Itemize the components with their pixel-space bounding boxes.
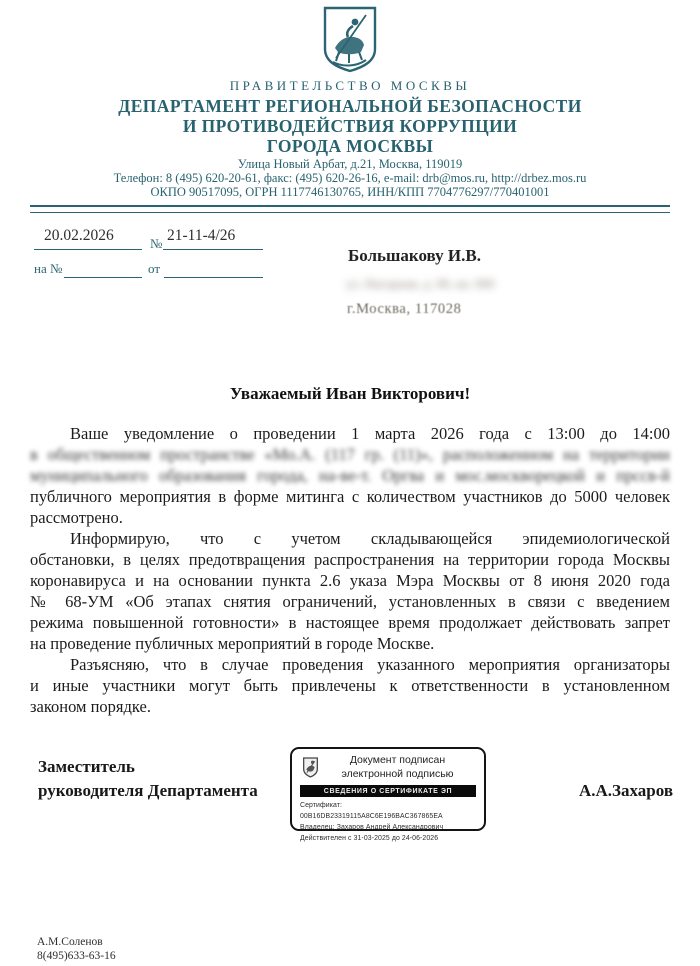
department-line3: ГОРОДА МОСКВЫ bbox=[266, 136, 434, 156]
addressee-name: Большакову И.В. bbox=[348, 246, 481, 265]
stamp-title-line1: Документ подписан bbox=[349, 754, 446, 766]
salutation: Уважаемый Иван Викторович! bbox=[229, 384, 471, 403]
date-underline bbox=[34, 248, 142, 250]
body-line: на проведение публичных мероприятий в городе Москве. bbox=[30, 634, 435, 653]
body-line: Разъясняю, что в случае проведения указанного мероприятия организаторы bbox=[70, 655, 670, 674]
body-line: законом порядке. bbox=[30, 697, 151, 716]
stamp-owner: Владелец: Захаров Андрей Александрович bbox=[300, 824, 444, 832]
letter-date: 20.02.2026 bbox=[44, 227, 114, 244]
signer-post-line2: руководителя Департамента bbox=[38, 781, 258, 800]
body-line: коронавируса и на основании пункта 2.6 указа Мэра Москвы от 8 июня 2020 года bbox=[30, 571, 670, 590]
body-line: режима повышенной готовности» в настоящее время продолжает действовать запрет bbox=[30, 613, 670, 632]
body-line: Информирую, что с учетом складывающейся эпидемиологической bbox=[70, 529, 670, 548]
stamp-certificate-bar: СВЕДЕНИЯ О СЕРТИФИКАТЕ ЭП bbox=[300, 785, 476, 797]
addressee-city: г.Москва, 117028 bbox=[347, 301, 462, 317]
executor-phone: 8(495)633-63-16 bbox=[37, 950, 116, 962]
body-line: и иные участники могут быть привлечены к ответственности в установленном bbox=[30, 676, 670, 695]
stamp-certificate-number: Сертификат: 00B16DB23319115A8C6E196BAC367865EA bbox=[300, 802, 443, 821]
department-line1: ДЕПАРТАМЕНТ РЕГИОНАЛЬНОЙ БЕЗОПАСНОСТИ bbox=[118, 96, 582, 116]
letter-number: 21-11-4/26 bbox=[167, 227, 236, 244]
body-line: Ваше уведомление о проведении 1 марта 2026 года с 13:00 до 14:00 bbox=[70, 424, 670, 443]
redacted-line: муниципального образования города, на-ве-т. Оргва и мос.москворецкой и прссв-й bbox=[30, 466, 670, 485]
stamp-title-line2: электронной подписью bbox=[341, 767, 454, 780]
executor-name: А.М.Соленов bbox=[37, 936, 103, 948]
executor-block bbox=[37, 935, 116, 963]
digital-signature-stamp bbox=[290, 747, 486, 843]
department-title bbox=[0, 96, 700, 156]
redacted-line: в общественном пространстве «Мо.А. (117 гр. (11)», расположенном на территории bbox=[30, 445, 670, 464]
government-title: ПРАВИТЕЛЬСТВО МОСКВЫ bbox=[229, 78, 471, 93]
org-address: Улица Новый Арбат, д.21, Москва, 119019 bbox=[237, 157, 463, 171]
org-contacts: Телефон: 8 (495) 620-20-61, факс: (495) 620-26-16, e-mail: drb@mos.ru, http://drbez.mos.ru bbox=[113, 171, 587, 185]
signer-post-line1: Заместитель bbox=[38, 757, 135, 776]
header-divider bbox=[30, 205, 670, 213]
body-line: № 68-УМ «Об этапах снятия ограничений, установленных в связи с введением bbox=[30, 592, 670, 611]
addressee-street-redacted: ул. Нагорная, д. 00, кв. 000 bbox=[346, 276, 495, 291]
reply-date-underline bbox=[164, 276, 263, 278]
reply-from-label: от bbox=[148, 261, 161, 276]
reply-to-label: на № bbox=[34, 261, 63, 276]
body-line: обстановки, в целях предотвращения распространения на территории города Москвы bbox=[30, 550, 670, 569]
department-line2: И ПРОТИВОДЕЙСТВИЯ КОРРУПЦИИ bbox=[182, 116, 518, 136]
stamp-validity: Действителен с 31-03-2025 до 24-06-2026 bbox=[300, 835, 439, 843]
moscow-coat-of-arms-icon bbox=[319, 5, 381, 75]
reply-number-underline bbox=[64, 276, 142, 278]
number-underline bbox=[163, 248, 263, 250]
letter-body bbox=[30, 423, 670, 717]
stamp-details bbox=[300, 800, 476, 844]
body-line: публичного мероприятия в форме митинга с количеством участников до 5000 человек bbox=[30, 487, 670, 506]
number-sign-label: № bbox=[150, 236, 163, 251]
org-codes: ОКПО 90517095, ОГРН 1117746130765, ИНН/КПП 7704776297/770401001 bbox=[150, 185, 550, 199]
signer-name: А.А.Захаров bbox=[578, 781, 673, 800]
moscow-coat-of-arms-small-icon bbox=[302, 757, 319, 778]
body-line: рассмотрено. bbox=[30, 508, 123, 527]
stamp-title bbox=[319, 754, 476, 781]
